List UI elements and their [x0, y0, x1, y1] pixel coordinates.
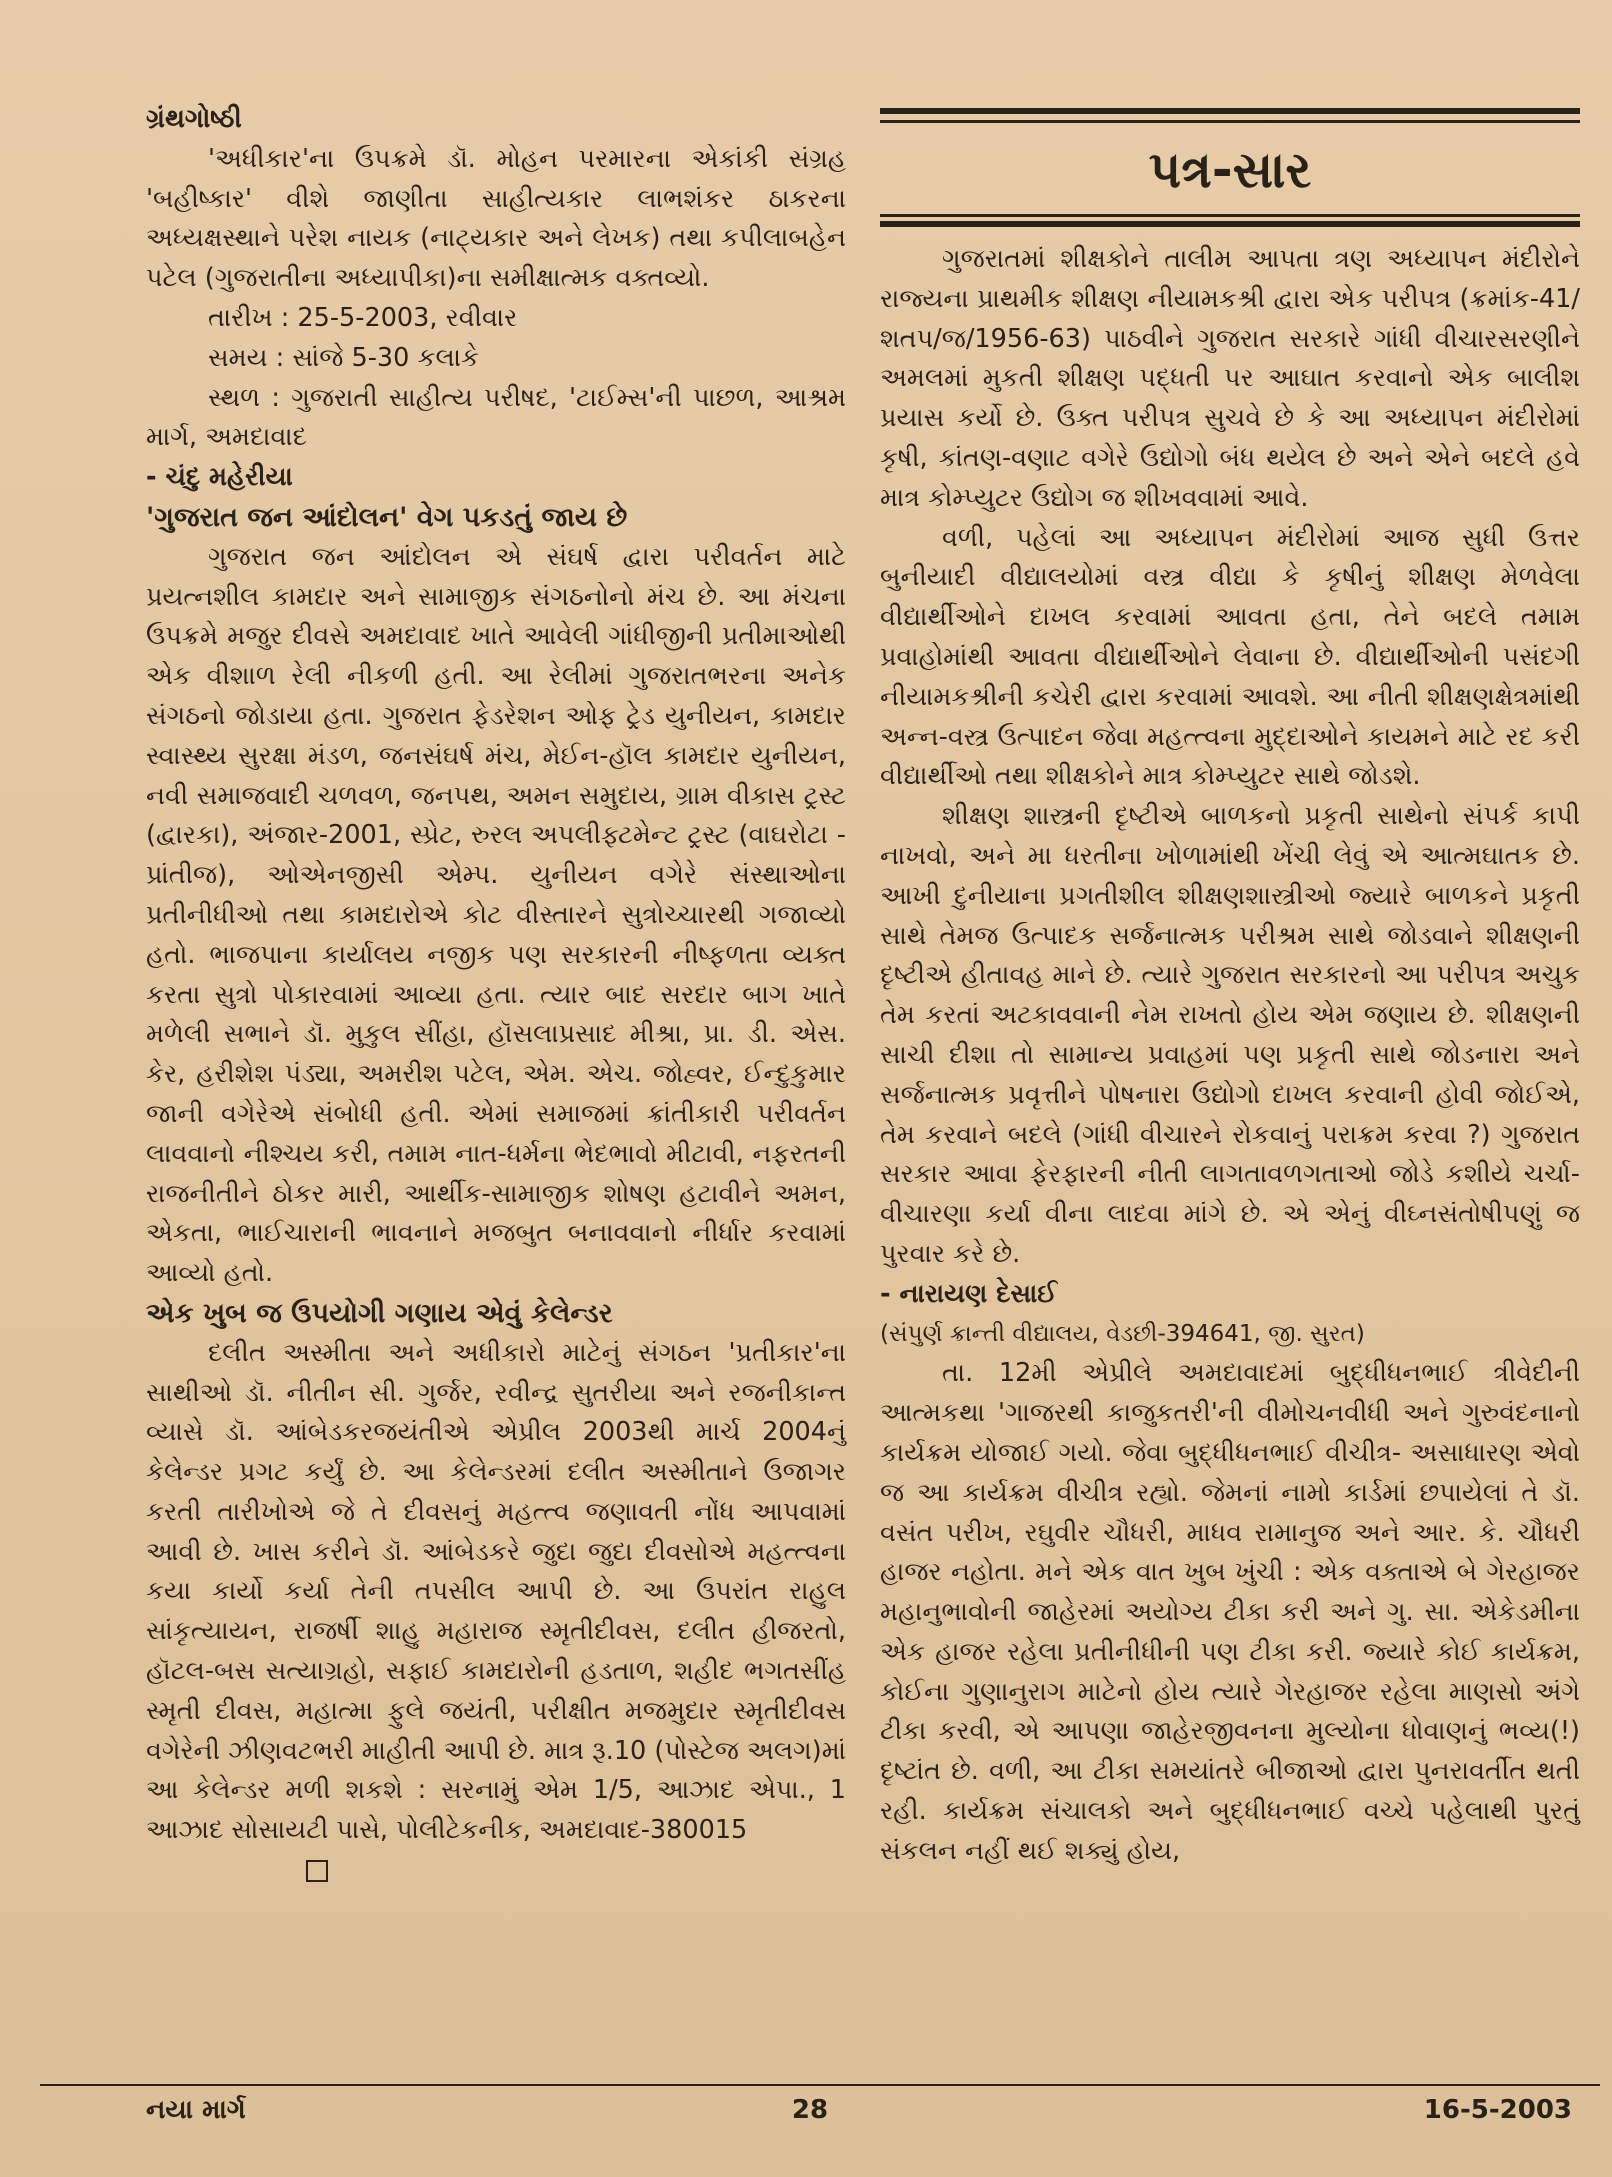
footer-page-number: 28	[791, 2095, 829, 2125]
footer-magazine-name: નયા માર્ગ	[146, 2095, 246, 2125]
left-column	[146, 100, 846, 1891]
author-byline-1: - ચંદુ મહેરીયા	[146, 462, 293, 493]
article-heading-jan-andolan: 'ગુજરાત જન આંદોલન' વેગ પકડતું જાય છે	[146, 501, 628, 533]
event-description: 'અધીકાર'ના ઉપક્રમે ડૉ. મોહન પરમારના એકાંકી સંગ્રહ 'બહીષ્કાર' વીશે જાણીતા સાહીત્યકાર લાભશંકર ઠાકરના અધ્યક્ષસ્થાને પરેશ નાયક (નાટ્યકાર અને લેખક) તથા કપીલાબહેન પટેલ (ગુજરાતીના અધ્યાપીકા)ના સમીક્ષાત્મક વક્તવ્યો.	[146, 143, 846, 294]
letter-1-para-2: વળી, પહેલાં આ અધ્યાપન મંદીરોમાં આજ સુધી ઉત્તર બુનીયાદી વીદ્યાલયોમાં વસ્ત્ર વીદ્યા કે કૃષીનું શીક્ષણ મેળવેલા વીદ્યાર્થીઓને દાખલ કરવામાં આવતા હતા, તેને બદલે તમામ પ્રવાહોમાંથી આવતા વીદ્યાર્થીઓને લેવાના છે. વીદ્યાર્થીઓની પસંદગી નીયામકશ્રીની કચેરી દ્વારા કરવામાં આવશે. આ નીતી શીક્ષણક્ષેત્રમાંથી અન્ન-વસ્ત્ર ઉત્પાદન જેવા મહત્ત્વના મુદ્દાઓને કાયમને માટે રદ કરી વીદ્યાર્થીઓ તથા શીક્ષકોને માત્ર કોમ્પ્યુટર સાથે જોડશે.	[880, 522, 1580, 792]
article-heading-calendar: એક ખુબ જ ઉપયોગી ગણાય એવું કેલેન્ડર	[146, 1297, 613, 1329]
letter-1-para-3: શીક્ષણ શાસ્ત્રની દૃષ્ટીએ બાળકનો પ્રકૃતી સાથેનો સંપર્ક કાપી નાખવો, અને મા ધરતીના ખોળામાંથી ખેંચી લેવું એ આત્મઘાતક છે. આખી દુનીયાના પ્રગતીશીલ શીક્ષણશાસ્ત્રીઓ જ્યારે બાળકને પ્રકૃતી સાથે તેમજ ઉત્પાદક સર્જનાત્મક પરીશ્રમ સાથે જોડવાને શીક્ષણની દૃષ્ટીએ હીતાવહ માને છે. ત્યારે ગુજરાત સરકારનો આ પરીપત્ર અચુક તેમ કરતાં અટકાવવાની નેમ રાખતો હોય એમ જણાય છે. શીક્ષણની સાચી દીશા તો સામાન્ય પ્રવાહમાં પણ પ્રકૃતી સાથે જોડનારા અને સર્જનાત્મક પ્રવૃત્તીને પોષનારા ઉદ્યોગો દાખલ કરવાની હોવી જોઈએ, તેમ કરવાને બદલે (ગાંધી વીચારને રોકવાનું પરાક્રમ કરવા ?) ગુજરાત સરકાર આવા ફેરફારની નીતી લાગતાવળગતાઓ જોડે કશીયે ચર્ચા-વીચારણા કર્યા વીના લાદવા માંગે છે. એ એનું વીઘ્નસંતોષીપણું જ પુરવાર કરે છે.	[880, 801, 1580, 1269]
right-column	[880, 240, 1580, 1872]
masthead-rule-top-thin	[880, 120, 1580, 123]
masthead-rule-bottom-thin	[880, 214, 1580, 217]
letter-1-para-1: ગુજરાતમાં શીક્ષકોને તાલીમ આપતા ત્રણ અધ્યાપન મંદીરોને રાજ્યના પ્રાથમીક શીક્ષણ નીયામકશ્રી દ્વારા એક પરીપત્ર (ક્રમાંક-41/શતપ/જ/1956-63) પાઠવીને ગુજરાત સરકારે ગાંધી વીચારસરણીને અમલમાં મુકતી શીક્ષણ પદ્ધતી પર આઘાત કરવાનો એક બાલીશ પ્રયાસ કર્યો છે. ઉક્ત પરીપત્ર સુચવે છે કે આ અધ્યાપન મંદીરોમાં કૃષી, કાંતણ-વણાટ વગેરે ઉદ્યોગો બંધ થયેલ છે અને એને બદલે હવે માત્ર કોમ્પ્યુટર ઉદ્યોગ જ શીખવવામાં આવે.	[880, 244, 1580, 513]
masthead-rule-bottom-thick	[880, 221, 1580, 227]
masthead-rule-top-thick	[880, 108, 1580, 114]
section-heading-granthgoshthi: ગ્રંથગોષ્ઠી	[146, 104, 242, 134]
letter-2-para-1: તા. 12મી એપ્રીલે અમદાવાદમાં બુદ્ધીધનભાઈ ત્રીવેદીની આત્મકથા 'ગાજરથી કાજુકતરી'ની વીમોચનવીધી અને ગુરુવંદનાનો કાર્યક્રમ યોજાઈ ગયો. જેવા બુદ્ધીધનભાઈ વીચીત્ર- અસાધારણ એવો જ આ કાર્યક્રમ વીચીત્ર રહ્યો. જેમનાં નામો કાર્ડમાં છપાયેલાં તે ડૉ. વસંત પરીખ, રઘુવીર ચૌધરી, માધવ રામાનુજ અને આર. કે. ચૌધરી હાજર નહોતા. મને એક વાત ખુબ ખુંચી : એક વક્તાએ બે ગેરહાજર મહાનુભાવોની જાહેરમાં અયોગ્ય ટીકા કરી અને ગુ. સા. એકેડમીના એક હાજર રહેલા પ્રતીનીધીની પણ ટીકા કરી. જ્યારે કોઈ કાર્યક્રમ, કોઈના ગુણાનુરાગ માટેનો હોય ત્યારે ગેરહાજર રહેલા માણસો અંગે ટીકા કરવી, એ આપણા જાહેરજીવનના મુલ્યોના ધોવાણનું ભવ્ય(!) દૃષ્ટાંત છે. વળી, આ ટીકા સમયાંતરે બીજાઓ દ્વારા પુનરાવર્તીત થતી રહી. કાર્યક્રમ સંચાલકો અને બુદ્ધીધનભાઈ વચ્ચે પહેલાથી પુરતું સંકલન નહીં થઈ શક્યું હોય,	[880, 1358, 1580, 1866]
article-body-calendar: દલીત અસ્મીતા અને અધીકારો માટેનું સંગઠન 'પ્રતીકાર'ના સાથીઓ ડૉ. નીતીન સી. ગુર્જર, રવીન્દ્ર સુતરીયા અને રજનીકાન્ત વ્યાસે ડૉ. આંબેડકરજયંતીએ એપ્રીલ 2003થી માર્ચ 2004નું કેલેન્ડર પ્રગટ કર્યું છે. આ કેલેન્ડરમાં દલીત અસ્મીતાને ઉજાગર કરતી તારીખોએ જે તે દીવસનું મહત્ત્વ જણાવતી નોંધ આપવામાં આવી છે. ખાસ કરીને ડૉ. આંબેડકરે જુદા જુદા દીવસોએ મહત્ત્વના કયા કાર્યો કર્યા તેની તપસીલ આપી છે. આ ઉપરાંત રાહુલ સાંકૃત્યાયન, રાજર્ષી શાહુ મહારાજ સ્મૃતીદીવસ, દલીત હીજરતો, હૉટલ-બસ સત્યાગ્રહો, સફાઈ કામદારોની હડતાળ, શહીદ ભગતસીંહ સ્મૃતી દીવસ, મહાત્મા ફુલે જયંતી, પરીક્ષીત મજમુદાર સ્મૃતીદીવસ વગેરેની ઝીણવટભરી માહીતી આપી છે. માત્ર રૂ.10 (પોસ્ટેજ અલગ)માં આ કેલેન્ડર મળી શકશે : સરનામું એમ 1/5, આઝાદ એપા., 1 આઝાદ સોસાયટી પાસે, પોલીટેકનીક, અમદાવાદ-380015	[146, 1337, 846, 1846]
section-masthead-patra-saar: પત્ર-સાર	[1148, 141, 1312, 199]
author-byline-2: - નારાયણ દેસાઈ	[880, 1278, 1057, 1309]
event-time: સમય : સાંજે 5-30 કલાકે	[208, 342, 479, 373]
end-of-article-mark	[306, 1860, 328, 1882]
footer-rule	[40, 2084, 1600, 2086]
footer-issue-date: 16-5-2003	[1423, 2095, 1572, 2125]
article-body-jan-andolan: ગુજરાત જન આંદોલન એ સંઘર્ષ દ્વારા પરીવર્તન માટે પ્રયત્નશીલ કામદાર અને સામાજીક સંગઠનોનો મંચ છે. આ મંચના ઉપક્રમે મજુર દીવસે અમદાવાદ ખાતે આવેલી ગાંધીજીની પ્રતીમાઓથી એક વીશાળ રેલી નીકળી હતી. આ રેલીમાં ગુજરાતભરના અનેક સંગઠનો જોડાયા હતા. ગુજરાત ફેડરેશન ઓફ ટ્રેડ યુનીયન, કામદાર સ્વાસ્થ્ય સુરક્ષા મંડળ, જનસંઘર્ષ મંચ, મેઈન-હૉલ કામદાર યુનીયન, નવી સમાજવાદી ચળવળ, જનપથ, અમન સમુદાય, ગ્રામ વીકાસ ટ્રસ્ટ (દ્વારકા), અંજાર-2001, સ્પ્રેટ, રુરલ અપલીફ્ટમેન્ટ ટ્રસ્ટ (વાઘરોટા - પ્રાંતીજ), ઓએનજીસી એમ્પ. યુનીયન વગેરે સંસ્થાઓના પ્રતીનીધીઓ તથા કામદારોએ કોટ વીસ્તારને સુત્રોચ્ચારથી ગજાવ્યો હતો. ભાજપાના કાર્યાલય નજીક પણ સરકારની નીષ્ફળતા વ્યક્ત કરતા સુત્રો પોકારવામાં આવ્યા હતા. ત્યાર બાદ સરદાર બાગ ખાતે મળેલી સભાને ડૉ. મુકુલ સીંહા, હૉસલાપ્રસાદ મીશ્રા, પ્રા. ડી. એસ. કેર, હરીશેશ પંડ્યા, અમરીશ પટેલ, એમ. એચ. જોહ્વર, ઈન્દુકુમાર જાની વગેરેએ સંબોધી હતી. એમાં સમાજમાં ક્રાંતીકારી પરીવર્તન લાવવાનો નીશ્ચય કરી, તમામ નાત-ધર્મના ભેદભાવો મીટાવી, નફરતની રાજનીતીને ઠોકર મારી, આર્થીક-સામાજીક શોષણ હટાવીને અમન, એકતા, ભાઈચારાની ભાવનાને મજબુત બનાવવાનો નીર્ધાર કરવામાં આવ્યો હતો.	[146, 541, 846, 1289]
event-date: તારીખ : 25-5-2003, રવીવાર	[208, 302, 518, 333]
author-address: (સંપુર્ણ ક્રાન્તી વીદ્યાલય, વેડછી-394641, જી. સુરત)	[880, 1320, 1365, 1347]
event-place: સ્થળ : ગુજરાતી સાહીત્ય પરીષદ, 'ટાઈમ્સ'ની પાછળ, આશ્રમ માર્ગ, અમદાવાદ	[146, 382, 846, 453]
